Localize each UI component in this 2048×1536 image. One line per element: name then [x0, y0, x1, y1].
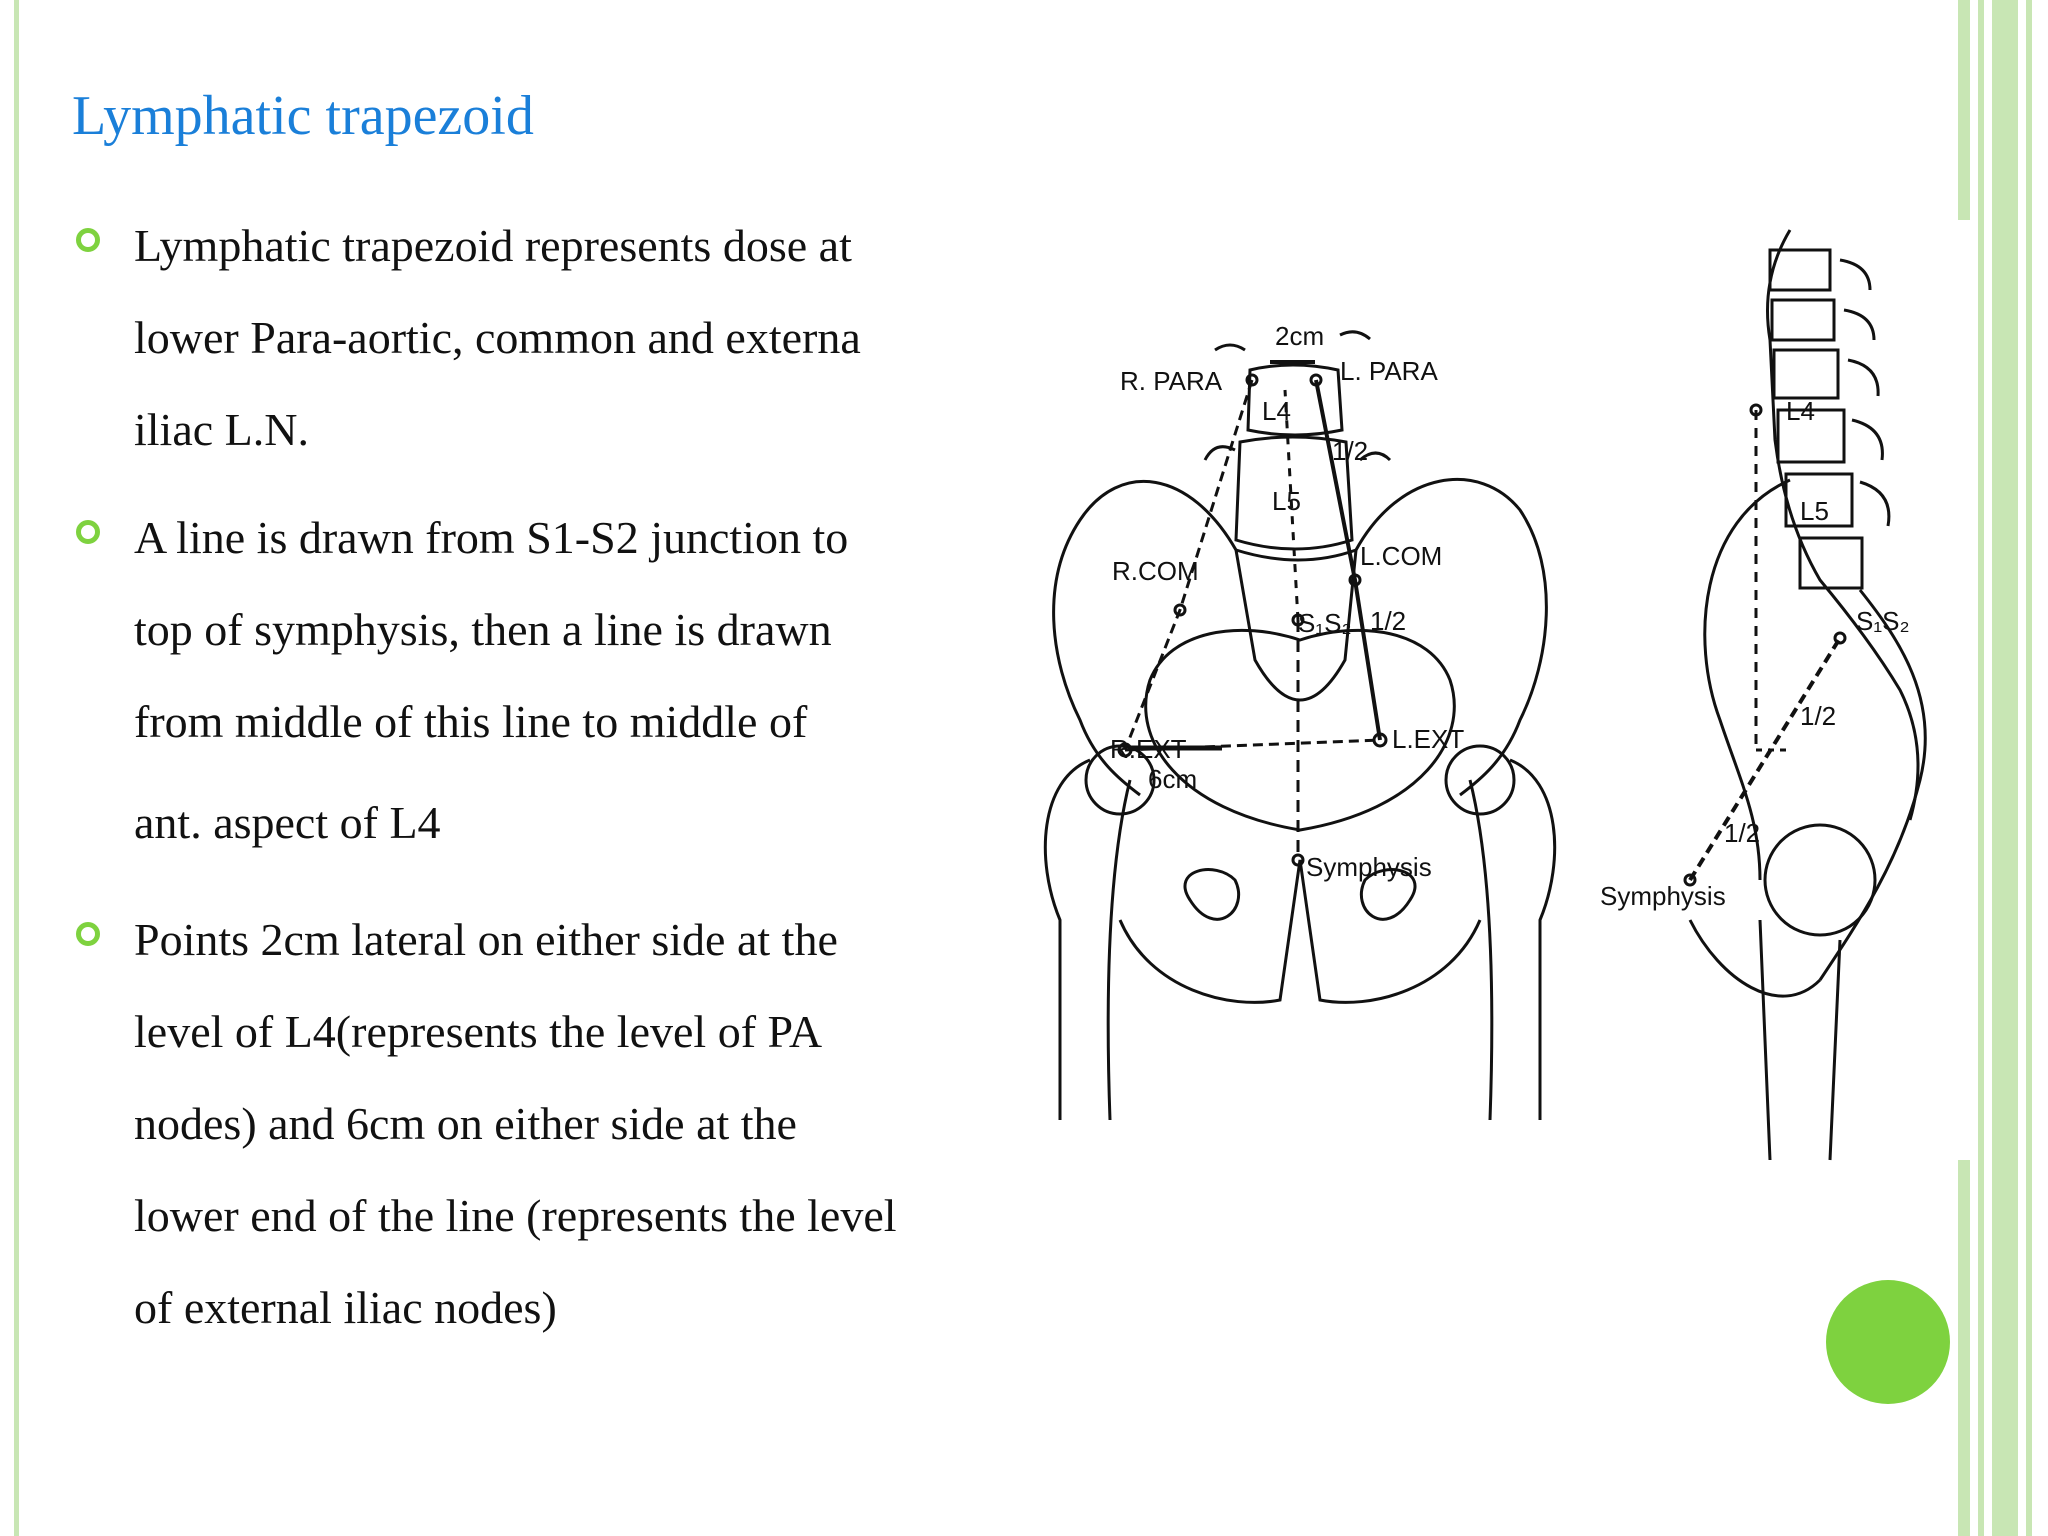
bullet-line: ant. aspect of L4: [134, 797, 441, 848]
point-symphysis: [1293, 855, 1303, 865]
label-l-ext: L.EXT: [1392, 724, 1465, 754]
lateral-diagonal-line: [1690, 638, 1840, 880]
label-r-para: R. PARA: [1120, 366, 1223, 396]
lateral-label-s1s2: S₁S₂: [1856, 606, 1910, 636]
slide-title: Lymphatic trapezoid: [72, 85, 534, 147]
right-decor-band: [1992, 0, 2018, 1536]
bullet-line: Points 2cm lateral on either side at the: [134, 914, 838, 965]
lateral-label-symphysis: Symphysis: [1600, 881, 1726, 911]
frontal-pelvis-view: [1045, 321, 1554, 1120]
lateral-acetabulum: [1765, 825, 1875, 935]
bullet-line: Lymphatic trapezoid represents dose at: [134, 220, 852, 271]
bullet-item: [72, 492, 1012, 878]
bullet-item: [72, 200, 1012, 476]
label-l4: L4: [1262, 396, 1291, 426]
label-s1s2: S₁S₂: [1298, 608, 1352, 638]
bullet-line: of external iliac nodes): [134, 1282, 557, 1333]
pelvis-diagram: [1000, 220, 1960, 1180]
right-obturator-foramen: [1185, 870, 1239, 920]
lateral-label-l5: L5: [1800, 496, 1829, 526]
label-l-com: L.COM: [1360, 541, 1443, 571]
right-decor-band: [2026, 0, 2032, 1536]
label-half-upper: 1/2: [1332, 436, 1369, 466]
lateral-label-l4: L4: [1786, 396, 1815, 426]
bullet-line: nodes) and 6cm on either side at the: [134, 1098, 797, 1149]
lateral-femur: [1760, 920, 1840, 1160]
right-decor-band: [1958, 1160, 1970, 1536]
bullet-line: from middle of this line to middle of: [134, 696, 808, 747]
bullet-circle-icon: [76, 228, 100, 252]
right-decor-band: [1958, 0, 1970, 220]
lateral-point-s1s2: [1835, 633, 1845, 643]
bullet-circle-icon: [76, 520, 100, 544]
label-2cm: 2cm: [1275, 321, 1325, 351]
bullet-line: iliac L.N.: [134, 404, 309, 455]
label-r-ext: R.EXT: [1110, 734, 1187, 764]
label-symphysis: Symphysis: [1306, 852, 1432, 882]
label-r-com: R.COM: [1112, 556, 1199, 586]
bullet-list: [72, 200, 1012, 1370]
lateral-label-half-lower: 1/2: [1724, 818, 1761, 848]
bullet-line: top of symphysis, then a line is drawn: [134, 604, 832, 655]
lateral-processes: [1840, 260, 1889, 526]
lateral-vertebrae: [1770, 250, 1862, 588]
bullet-line: A line is drawn from S1-S2 junction to: [134, 512, 849, 563]
bullet-line: lower end of the line (represents the level: [134, 1190, 897, 1241]
bullet-item: [72, 894, 1012, 1354]
pelvis-illustration: [1000, 220, 1960, 1180]
bullet-line: level of L4(represents the level of PA: [134, 1006, 823, 1057]
label-l-para: L. PARA: [1340, 356, 1438, 386]
label-6cm: 6cm: [1148, 764, 1198, 794]
right-decor-band: [1978, 0, 1984, 1536]
lateral-label-half-upper: 1/2: [1800, 701, 1837, 731]
label-half-lower: 1/2: [1370, 606, 1407, 636]
lateral-pelvis-view: [1600, 230, 1925, 1160]
label-l5: L5: [1272, 486, 1301, 516]
decorative-green-circle: [1826, 1280, 1950, 1404]
left-border-line: [14, 0, 19, 1536]
bullet-circle-icon: [76, 922, 100, 946]
bullet-line: lower Para-aortic, common and externa: [134, 312, 861, 363]
